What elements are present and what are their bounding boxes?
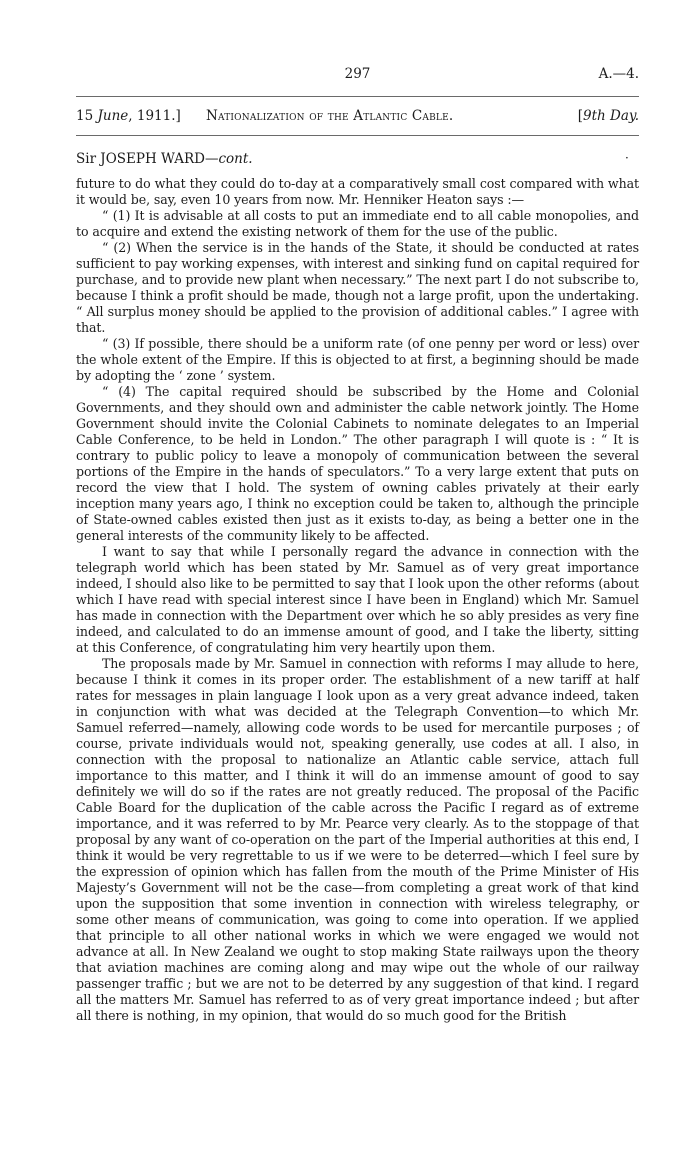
speaker-heading: Sir JOSEPH WARD—cont. [76, 151, 253, 167]
paragraph: “ (1) It is advisable at all costs to put an immediate end to all cable monopolies, and to acquire and extend the existing network of them for the use of the public. [76, 208, 639, 239]
header-title: Nationalization of the Atlantic Cable. [206, 108, 454, 124]
paragraph: “ (3) If possible, there should be a uniform rate (of one penny per word or less) over the whole extent of the Empire. If this is objected to at first, a beginning should be made by adopting the ‘ zone ’ system. [76, 336, 639, 383]
body-text [76, 176, 639, 1024]
margin-mark: · [625, 151, 629, 165]
header-date: 15 June, 1911.] [76, 108, 181, 124]
paragraph: “ (2) When the service is in the hands of the State, it should be conducted at rates sufficient to pay working expenses, with interest and sinking fund on capital required for purchase, and to provide new plant when necessary.” The next part I do not subscribe to, because I think a profit should be made, though not a large profit, upon the undertaking. “ All surplus money should be applied to the provision of additional cables.” I agree with that. [76, 240, 639, 335]
running-header [76, 108, 639, 128]
page-top-line [76, 66, 639, 86]
paragraph: future to do what they could do to-day at a comparatively small cost compared with what it would be, say, even 10 years from now. Mr. Henniker Heaton says :— [76, 176, 639, 207]
page-number: 297 [344, 66, 371, 82]
paragraph: The proposals made by Mr. Samuel in connection with reforms I may allude to here, because I think it comes in its proper order. The establishment of a new tariff at half rates for messages in plain language I look upon as a very great advance indeed, taken in conjunction with what was decided at the Telegraph Convention—to which Mr. Samuel referred—namely, allowing code words to be used for mercantile purposes ; of course, private individuals would not, speaking generally, use codes at all. I also, in connection with the proposal to nationalize an Atlantic cable service, attach full importance to this matter, and I think it will do an immense amount of good to say definitely we will do so if the rates are not greatly reduced. The proposal of the Pacific Cable Board for the duplication of the cable across the Pacific I regard as of extreme importance, and it was referred to by Mr. Pearce very clearly. As to the stoppage of that proposal by any want of co-operation on the part of the Imperial authorities at this end, I think it would be very regrettable to us if we were to be deterred—which I feel sure by the expression of opinion which has fallen from the mouth of the Prime Minister of His Majesty’s Government will not be the case—from completing a great work of that kind upon the supposition that some invention in connection with wireless telegraphy, or some other means of communication, was going to come into operation. If we applied that principle to all other national works in which we were engaged we would not advance at all. In New Zealand we ought to stop making State railways upon the theory that aviation machines are coming along and may wipe out the whole of our railway passenger traffic ; but we are not to be deterred by any suggestion of that kind. I regard all the matters Mr. Samuel has referred to as of very great importance indeed ; but after all there is nothing, in my opinion, that would do so much good for the British [76, 656, 639, 1023]
paragraph: I want to say that while I personally regard the advance in connection with the telegraph world which has been stated by Mr. Samuel as of very great importance indeed, I should also like to be permitted to say that I look upon the other reforms (about which I have read with special interest since I have been in England) which Mr. Samuel has made in connection with the Department over which he so ably presides as very fine indeed, and calculated to do an immense amount of good, and I take the liberty, sitting at this Conference, of congratulating him very heartily upon them. [76, 544, 639, 655]
header-day: [9th Day. [577, 108, 639, 124]
paragraph: “ (4) The capital required should be subscribed by the Home and Colonial Governments, and they should own and administer the cable network jointly. The Home Government should invite the Colonial Cabinets to nominate delegates to an Imperial Cable Conference, to be held in London.” The other paragraph I will quote is : “ It is contrary to public policy to leave a monopoly of communication between the several portions of the Empire in the hands of speculators.” To a very large extent that puts on record the view that I hold. The system of owning cables privately at their early inception many years ago, I think no exception could be taken to, although the principle of State-owned cables existed then just as it exists to-day, as being a better one in the general interests of the community likely to be affected. [76, 384, 639, 543]
header-bottom-rule [76, 135, 639, 136]
header-top-rule [76, 96, 639, 97]
document-reference: A.—4. [598, 66, 639, 82]
